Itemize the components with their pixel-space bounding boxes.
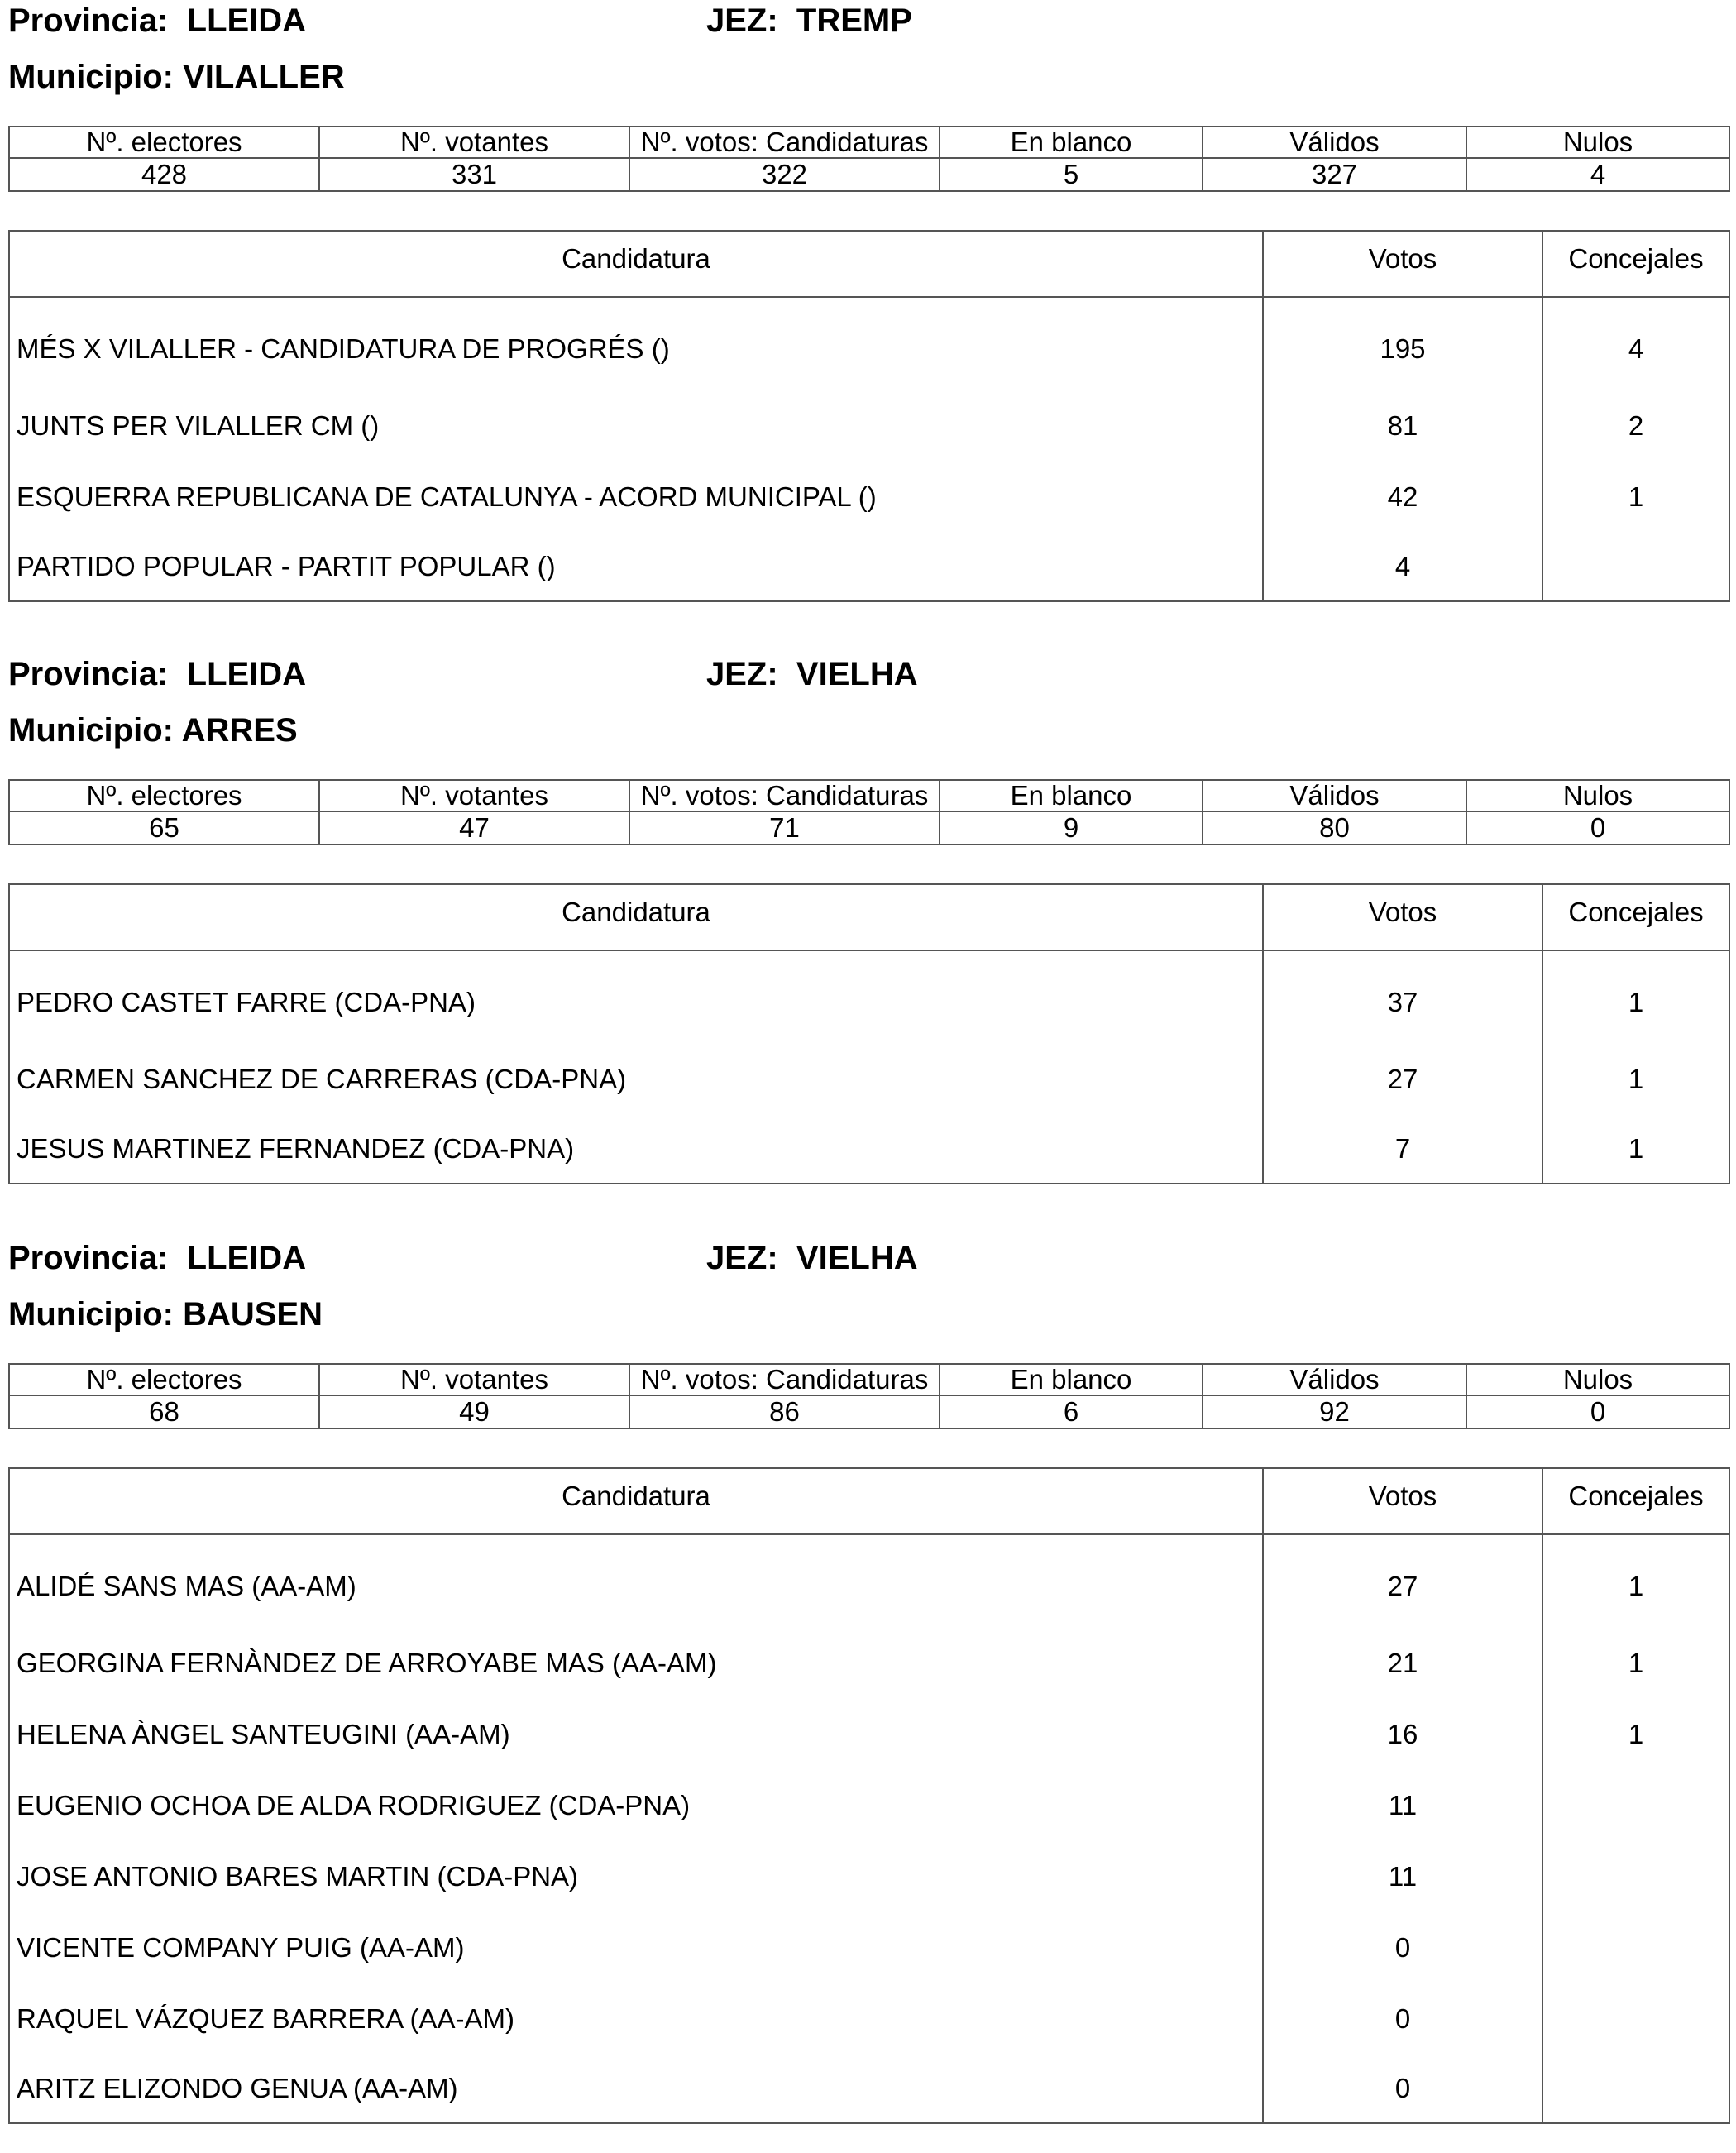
stats-header-votantes: Nº. votantes bbox=[319, 1364, 629, 1395]
jez-heading: JEZ: TREMP bbox=[706, 2, 912, 39]
candidate-concejales: 1 bbox=[1542, 1115, 1729, 1184]
stats-table bbox=[8, 1363, 1730, 1429]
candidate-concejales: 1 bbox=[1542, 1044, 1729, 1115]
stats-value-row bbox=[9, 1395, 1729, 1428]
stats-votantes: 47 bbox=[319, 811, 629, 844]
concejales-header: Concejales bbox=[1542, 1468, 1729, 1534]
candidatura-header: Candidatura bbox=[9, 884, 1263, 950]
stats-header-votos-candidaturas: Nº. votos: Candidaturas bbox=[629, 127, 940, 158]
stats-header-votantes: Nº. votantes bbox=[319, 127, 629, 158]
candidate-name: ARITZ ELIZONDO GENUA (AA-AM) bbox=[9, 2055, 1263, 2123]
stats-electores: 68 bbox=[9, 1395, 319, 1428]
candidatura-header: Candidatura bbox=[9, 231, 1263, 297]
stats-header-validos: Válidos bbox=[1203, 127, 1466, 158]
stats-header-electores: Nº. electores bbox=[9, 780, 319, 811]
candidate-votos: 81 bbox=[1263, 390, 1542, 462]
stats-votos-candidaturas: 322 bbox=[629, 158, 940, 191]
stats-header-row bbox=[9, 127, 1729, 158]
stats-table bbox=[8, 779, 1730, 845]
candidate-concejales: 2 bbox=[1542, 390, 1729, 462]
table-row bbox=[9, 1044, 1729, 1115]
candidate-concejales bbox=[1542, 1770, 1729, 1841]
table-row bbox=[9, 462, 1729, 533]
candidate-name: ESQUERRA REPUBLICANA DE CATALUNYA - ACORD MUNICIPAL () bbox=[9, 462, 1263, 533]
stats-votantes: 331 bbox=[319, 158, 629, 191]
candidate-votos: 11 bbox=[1263, 1841, 1542, 1912]
candidate-concejales: 1 bbox=[1542, 1534, 1729, 1628]
municipio-heading: Municipio: ARRES bbox=[8, 712, 298, 749]
candidate-votos: 21 bbox=[1263, 1628, 1542, 1699]
candidate-votos: 0 bbox=[1263, 1983, 1542, 2055]
candidate-concejales: 1 bbox=[1542, 1628, 1729, 1699]
section-bausen bbox=[8, 1237, 1729, 2124]
stats-header-row bbox=[9, 1364, 1729, 1395]
stats-nulos: 4 bbox=[1466, 158, 1729, 191]
table-row bbox=[9, 950, 1729, 1044]
provincia-heading: Provincia: LLEIDA bbox=[8, 1240, 307, 1276]
table-row bbox=[9, 1770, 1729, 1841]
candidate-name: ALIDÉ SANS MAS (AA-AM) bbox=[9, 1534, 1263, 1628]
candidate-votos: 16 bbox=[1263, 1699, 1542, 1770]
table-row bbox=[9, 1841, 1729, 1912]
table-row bbox=[9, 533, 1729, 601]
concejales-header: Concejales bbox=[1542, 884, 1729, 950]
stats-en-blanco: 6 bbox=[940, 1395, 1203, 1428]
stats-votos-candidaturas: 71 bbox=[629, 811, 940, 844]
stats-nulos: 0 bbox=[1466, 811, 1729, 844]
candidates-header-row bbox=[9, 1468, 1729, 1534]
votos-header: Votos bbox=[1263, 1468, 1542, 1534]
provincia-heading: Provincia: LLEIDA bbox=[8, 656, 307, 692]
stats-header-electores: Nº. electores bbox=[9, 1364, 319, 1395]
stats-header-votos-candidaturas: Nº. votos: Candidaturas bbox=[629, 1364, 940, 1395]
stats-nulos: 0 bbox=[1466, 1395, 1729, 1428]
candidate-votos: 42 bbox=[1263, 462, 1542, 533]
table-row bbox=[9, 1628, 1729, 1699]
candidate-name: PEDRO CASTET FARRE (CDA-PNA) bbox=[9, 950, 1263, 1044]
candidate-concejales: 1 bbox=[1542, 1699, 1729, 1770]
stats-header-nulos: Nulos bbox=[1466, 1364, 1729, 1395]
section-arres bbox=[8, 653, 1729, 1184]
stats-header-nulos: Nulos bbox=[1466, 780, 1729, 811]
municipio-heading: Municipio: BAUSEN bbox=[8, 1296, 323, 1332]
candidate-concejales: 1 bbox=[1542, 462, 1729, 533]
stats-validos: 327 bbox=[1203, 158, 1466, 191]
stats-electores: 65 bbox=[9, 811, 319, 844]
table-row bbox=[9, 390, 1729, 462]
candidate-concejales: 1 bbox=[1542, 950, 1729, 1044]
stats-header-row bbox=[9, 780, 1729, 811]
candidate-votos: 0 bbox=[1263, 2055, 1542, 2123]
candidate-concejales bbox=[1542, 533, 1729, 601]
stats-electores: 428 bbox=[9, 158, 319, 191]
table-row bbox=[9, 1699, 1729, 1770]
candidate-votos: 4 bbox=[1263, 533, 1542, 601]
stats-value-row bbox=[9, 158, 1729, 191]
candidates-header-row bbox=[9, 231, 1729, 297]
candidates-table bbox=[8, 230, 1730, 602]
candidate-concejales bbox=[1542, 1912, 1729, 1983]
table-row bbox=[9, 1983, 1729, 2055]
stats-votantes: 49 bbox=[319, 1395, 629, 1428]
stats-header-validos: Válidos bbox=[1203, 1364, 1466, 1395]
stats-header-en-blanco: En blanco bbox=[940, 1364, 1203, 1395]
candidate-votos: 7 bbox=[1263, 1115, 1542, 1184]
stats-en-blanco: 9 bbox=[940, 811, 1203, 844]
candidate-votos: 37 bbox=[1263, 950, 1542, 1044]
candidate-name: EUGENIO OCHOA DE ALDA RODRIGUEZ (CDA-PNA) bbox=[9, 1770, 1263, 1841]
candidate-name: PARTIDO POPULAR - PARTIT POPULAR () bbox=[9, 533, 1263, 601]
stats-votos-candidaturas: 86 bbox=[629, 1395, 940, 1428]
table-row bbox=[9, 1115, 1729, 1184]
table-row bbox=[9, 1912, 1729, 1983]
votos-header: Votos bbox=[1263, 884, 1542, 950]
stats-validos: 92 bbox=[1203, 1395, 1466, 1428]
jez-heading: JEZ: VIELHA bbox=[706, 1240, 918, 1276]
table-row bbox=[9, 2055, 1729, 2123]
candidatura-header: Candidatura bbox=[9, 1468, 1263, 1534]
candidate-name: GEORGINA FERNÀNDEZ DE ARROYABE MAS (AA-AM) bbox=[9, 1628, 1263, 1699]
candidate-concejales: 4 bbox=[1542, 297, 1729, 390]
municipio-heading: Municipio: VILALLER bbox=[8, 59, 345, 95]
candidate-name: CARMEN SANCHEZ DE CARRERAS (CDA-PNA) bbox=[9, 1044, 1263, 1115]
stats-value-row bbox=[9, 811, 1729, 844]
stats-header-en-blanco: En blanco bbox=[940, 780, 1203, 811]
stats-en-blanco: 5 bbox=[940, 158, 1203, 191]
stats-validos: 80 bbox=[1203, 811, 1466, 844]
candidate-votos: 27 bbox=[1263, 1534, 1542, 1628]
concejales-header: Concejales bbox=[1542, 231, 1729, 297]
provincia-heading: Provincia: LLEIDA bbox=[8, 2, 307, 39]
candidate-votos: 195 bbox=[1263, 297, 1542, 390]
candidate-name: MÉS X VILALLER - CANDIDATURA DE PROGRÉS () bbox=[9, 297, 1263, 390]
candidate-votos: 11 bbox=[1263, 1770, 1542, 1841]
candidate-concejales bbox=[1542, 1841, 1729, 1912]
candidate-concejales bbox=[1542, 2055, 1729, 2123]
candidate-name: HELENA ÀNGEL SANTEUGINI (AA-AM) bbox=[9, 1699, 1263, 1770]
table-row bbox=[9, 297, 1729, 390]
candidates-table bbox=[8, 883, 1730, 1184]
candidate-votos: 27 bbox=[1263, 1044, 1542, 1115]
candidate-name: JOSE ANTONIO BARES MARTIN (CDA-PNA) bbox=[9, 1841, 1263, 1912]
stats-header-electores: Nº. electores bbox=[9, 127, 319, 158]
stats-header-votos-candidaturas: Nº. votos: Candidaturas bbox=[629, 780, 940, 811]
stats-table bbox=[8, 126, 1730, 192]
stats-header-en-blanco: En blanco bbox=[940, 127, 1203, 158]
candidate-name: JUNTS PER VILALLER CM () bbox=[9, 390, 1263, 462]
candidates-header-row bbox=[9, 884, 1729, 950]
jez-heading: JEZ: VIELHA bbox=[706, 656, 918, 692]
candidate-name: RAQUEL VÁZQUEZ BARRERA (AA-AM) bbox=[9, 1983, 1263, 2055]
votos-header: Votos bbox=[1263, 231, 1542, 297]
stats-header-validos: Válidos bbox=[1203, 780, 1466, 811]
candidates-table bbox=[8, 1467, 1730, 2124]
stats-header-votantes: Nº. votantes bbox=[319, 780, 629, 811]
candidate-name: VICENTE COMPANY PUIG (AA-AM) bbox=[9, 1912, 1263, 1983]
candidate-concejales bbox=[1542, 1983, 1729, 2055]
candidate-votos: 0 bbox=[1263, 1912, 1542, 1983]
stats-header-nulos: Nulos bbox=[1466, 127, 1729, 158]
table-row bbox=[9, 1534, 1729, 1628]
candidate-name: JESUS MARTINEZ FERNANDEZ (CDA-PNA) bbox=[9, 1115, 1263, 1184]
section-vilaller bbox=[8, 0, 1729, 602]
